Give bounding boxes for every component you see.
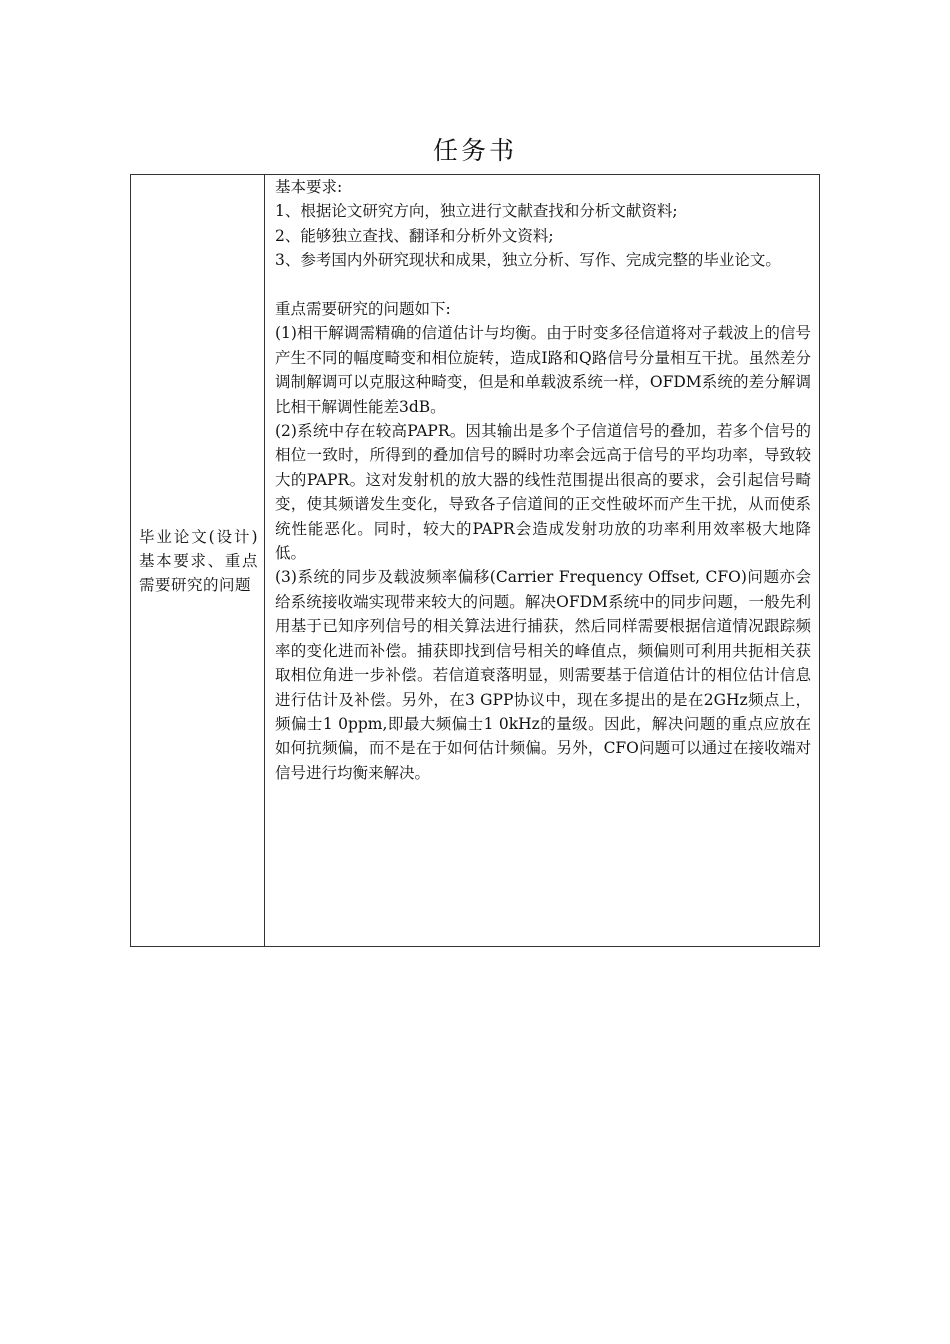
- table-content-cell: [265, 175, 819, 946]
- key-issues-heading: 重点需要研究的问题如下:: [275, 300, 451, 319]
- table-label-cell: [131, 175, 265, 946]
- task-table: [130, 174, 820, 947]
- requirements-heading: 基本要求:: [275, 178, 343, 196]
- key-issue-2: (2)系统中存在较高PAPR。因其输出是多个子信道信号的叠加，若多个信号的相位一致时，所得到的叠加信号的瞬时功率会远高于信号的平均功率，导致较大的PAPR。这对发射机的放大器的线性范围提出很高的要求，会引起信号畸变，使其频谱发生变化，导致各子信道间的正交性破坏而产生干扰，从而使系统性能恶化。同时，较大的PAPR会造成发射功放的功率利用效率极大地降低。: [275, 422, 811, 563]
- document-title: 任务书: [432, 136, 517, 165]
- requirement-item-3: 3、参考国内外研究现状和成果，独立分析、写作、完成完整的毕业论文。: [275, 251, 781, 270]
- key-issue-3: (3)系统的同步及载波频率偏移(Carrier Frequency Offset, CFO)问题亦会给系统接收端实现带来较大的问题。解决OFDM系统中的同步问题，一般先利用基于已知序列信号的相关算法进行捕获，然后同样需要根据信道情况跟踪频率的变化进而补偿。捕获即找到信号相关的峰值点，频偏则可利用共扼相关获取相位角进一步补偿。若信道衰落明显，则需要基于信道估计的相位估计信息进行估计及补偿。另外，在3 GPP协议中，现在多提出的是在2GHz频点上，频偏士1 0ppm,即最大频偏士1 0kHz的量级。因此，解决问题的重点应放在如何抗频偏，而不是在于如何估计频偏。另外，CFO问题可以通过在接收端对信号进行均衡来解决。: [275, 568, 811, 782]
- requirement-item-2: 2、能够独立查找、翻译和分析外文资料;: [275, 226, 554, 245]
- key-issue-1: (1)相干解调需精确的信道估计与均衡。由于时变多径信道将对子载波上的信号产生不同的幅度畸变和相位旋转，造成I路和Q路信号分量相互干扰。虽然差分调制解调可以克服这种畸变，但是和单载波系统一样，OFDM系统的差分解调比相干解调性能差3dB。: [275, 324, 811, 416]
- table-label: 毕业论文(设计)基本要求、重点需要研究的问题: [139, 527, 258, 594]
- requirement-item-1: 1、根据论文研究方向，独立进行文献查找和分析文献资料;: [275, 202, 678, 221]
- paragraph-gap: [275, 273, 811, 297]
